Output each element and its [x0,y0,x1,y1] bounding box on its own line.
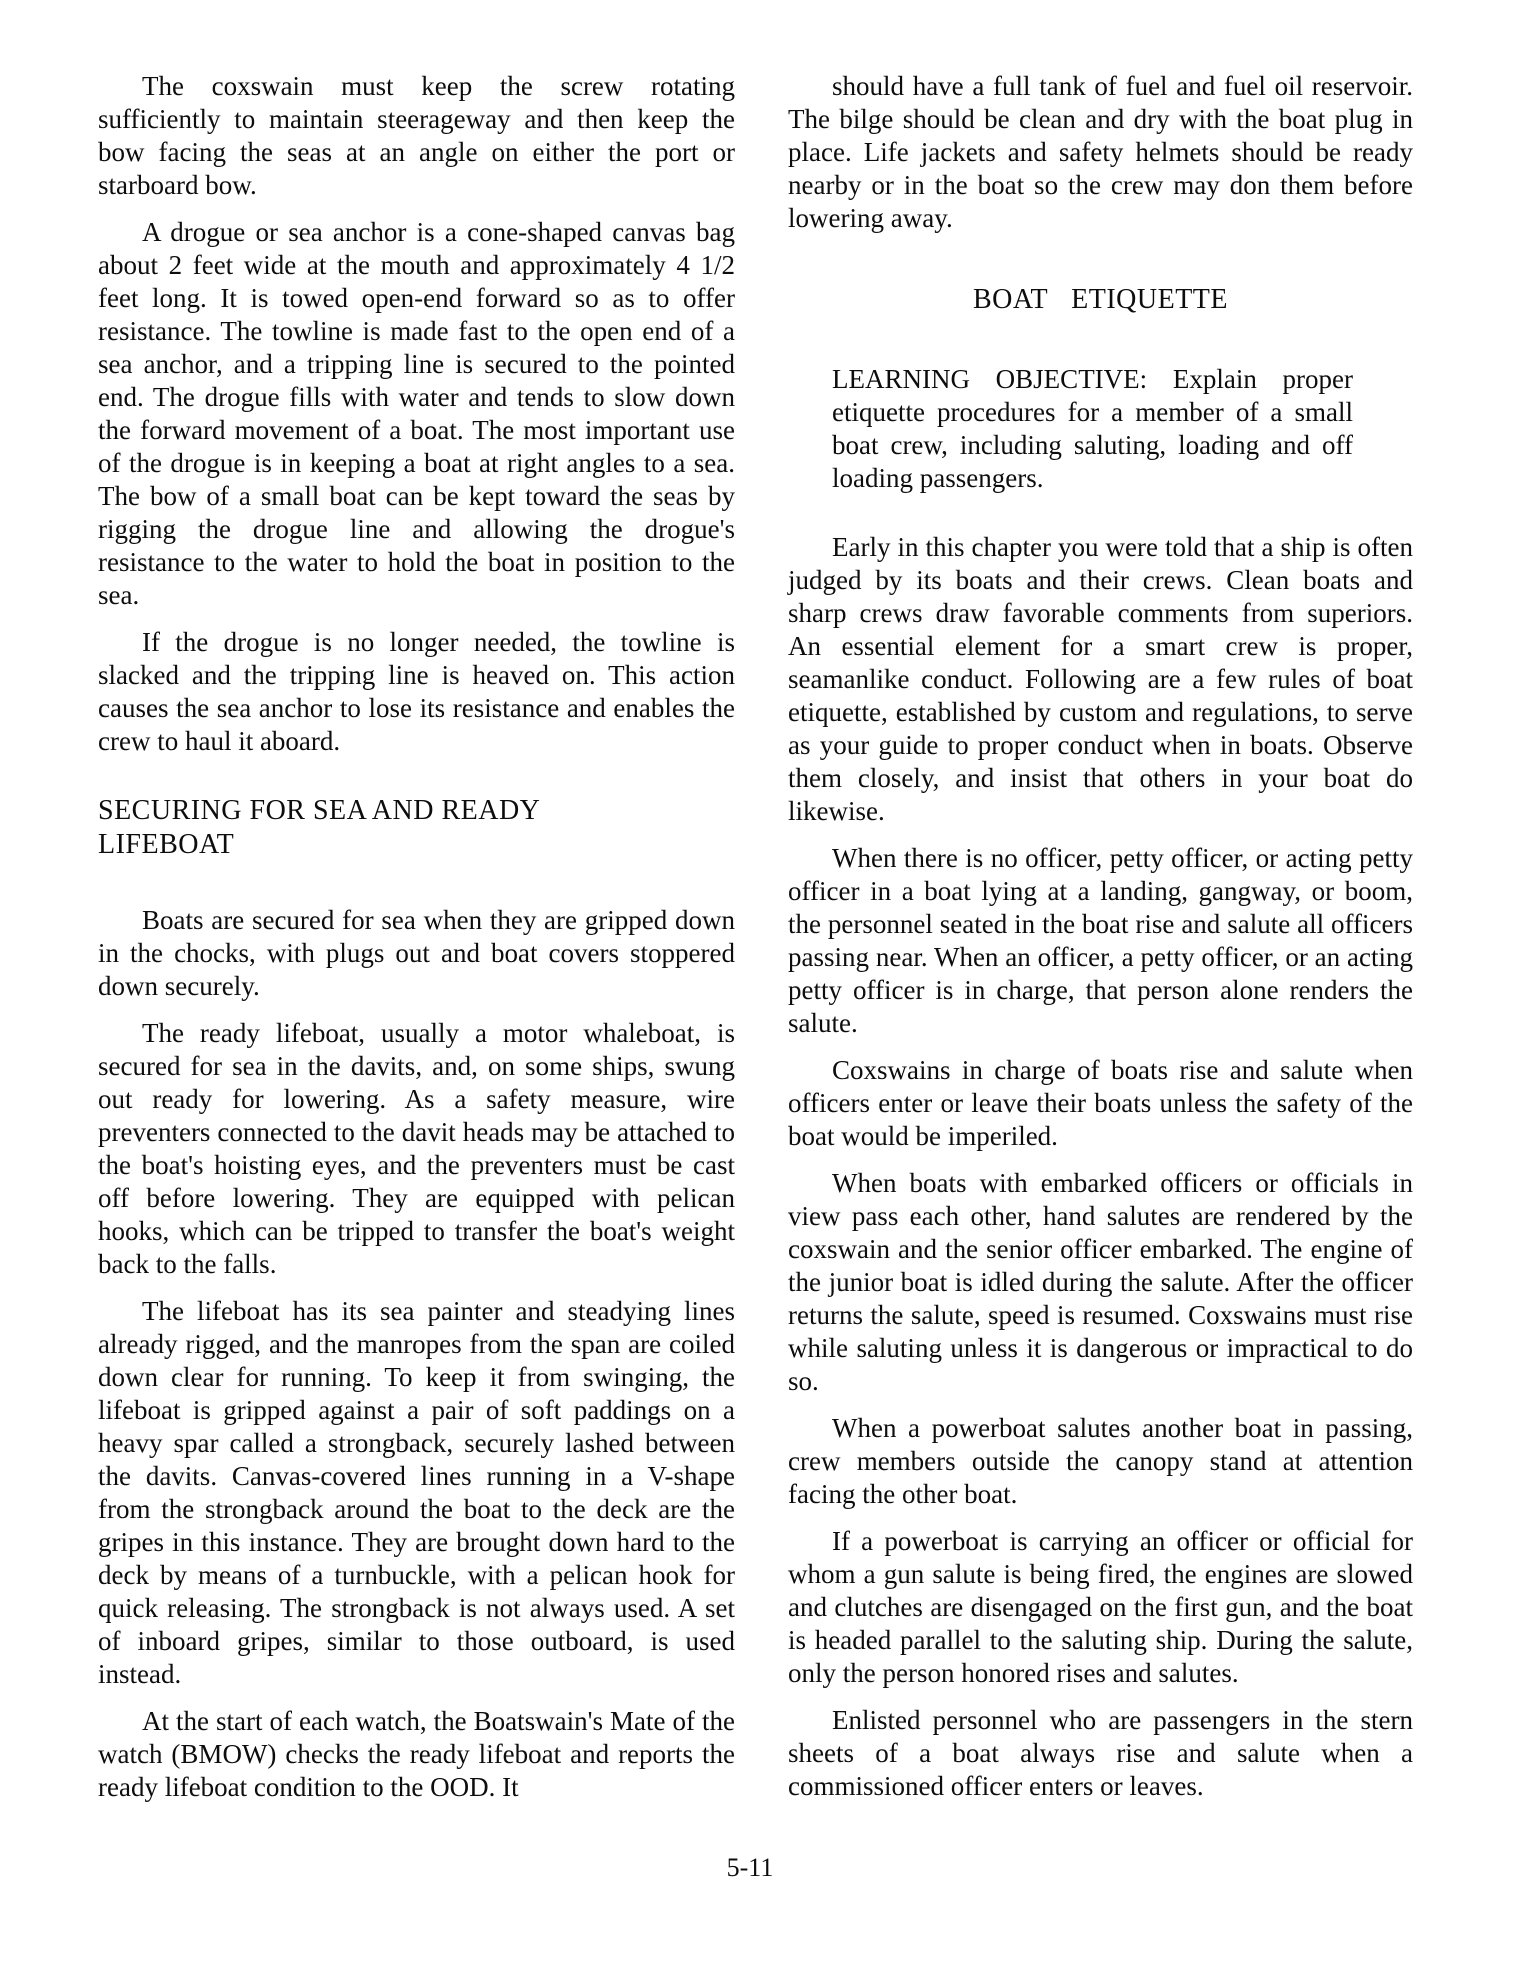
section-heading-securing-for-sea [98,794,735,862]
paragraph-ready-lifeboat: The ready lifeboat, usually a motor whaleboat, is secured for sea in the davits, and, on some ships, swung out ready for lowering. As a safety measure, wire preventers connected to the davit heads may be attached to the boat's hoisting eyes, and the preventers must be cast off before lowering. They are equipped with pelican hooks, which can be tripped to transfer the boat's weight back to the falls. [98,1018,735,1279]
paragraph-fuel-tank: should have a full tank of fuel and fuel oil reservoir. The bilge should be clean and dry with the boat plug in place. Life jackets and safety helmets should be ready nearby or in the boat so the crew may don them before lowering away. [788,71,1413,233]
page-number: 5-11 [726,1853,774,1882]
paragraph-lifeboat-rigging: The lifeboat has its sea painter and steadying lines already rigged, and the manropes from the span are coiled down clear for running. To keep it from swinging, the lifeboat is gripped against a pair of soft paddings on a heavy spar called a strongback, securely lashed between the davits. Canvas-covered lines running in a V-shape from the strongback around the boat to the deck are the gripes in this instance. They are brought down hard to the deck by means of a turnbuckle, with a pelican hook for quick releasing. The strongback is not always used. A set of inboard gripes, similar to those outboard, is used instead. [98,1296,735,1689]
paragraph-embarked-officers: When boats with embarked officers or officials in view pass each other, hand salutes are rendered by the coxswain and the senior officer embarked. The engine of the junior boat is idled during the salute. After the officer returns the salute, speed is resumed. Coxswains must rise while saluting unless it is dangerous or impractical to do so. [788,1168,1413,1396]
paragraph-early-chapter: Early in this chapter you were told that a ship is often judged by its boats and their crews. Clean boats and sharp crews draw favorable comments from superiors. An essential element for a smart crew is proper, seamanlike conduct. Following are a few rules of boat etiquette, established by custom and regulations, to serve as your guide to proper conduct when in boats. Observe them closely, and insist that others in your boat do likewise. [788,532,1413,826]
paragraph-no-officer: When there is no officer, petty officer, or acting petty officer in a boat lying at a landing, gangway, or boom, the personnel seated in the boat rise and salute all officers passing near. When an officer, a petty officer, or an acting petty officer is in charge, that person alone renders the salute. [788,843,1413,1038]
section-heading-line-2: LIFEBOAT [98,829,235,860]
paragraph-drogue-removal: If the drogue is no longer needed, the towline is slacked and the tripping line is heaved on. This action causes the sea anchor to lose its resistance and enables the crew to haul it aboard. [98,627,735,756]
paragraph-coxswain-screw: The coxswain must keep the screw rotating sufficiently to maintain steerageway and then keep the bow facing the seas at an angle on either the port or starboard bow. [98,71,735,200]
paragraph-coxswains-salute: Coxswains in charge of boats rise and salute when officers enter or leave their boats unless the safety of the boat would be imperiled. [788,1055,1413,1151]
paragraph-watch-check: At the start of each watch, the Boatswain's Mate of the watch (BMOW) checks the ready lifeboat and reports the ready lifeboat condition to the OOD. It [98,1706,735,1802]
paragraph-drogue-description: A drogue or sea anchor is a cone-shaped canvas bag about 2 feet wide at the mouth and approximately 4 1/2 feet long. It is towed open-end forward so as to offer resistance. The towline is made fast to the open end of a sea anchor, and a tripping line is secured to the pointed end. The drogue fills with water and tends to slow down the forward movement of a boat. The most important use of the drogue is in keeping a boat at right angles to a sea. The bow of a small boat can be kept toward the seas by rigging the drogue line and allowing the drogue's resistance to the water to hold the boat in position to the sea. [98,217,735,610]
paragraph-boats-secured: Boats are secured for sea when they are gripped down in the chocks, with plugs out and boat covers stoppered down securely. [98,905,735,1001]
paragraph-gun-salute: If a powerboat is carrying an officer or official for whom a gun salute is being fired, the engines are slowed and clutches are disengaged on the first gun, and the boat is headed parallel to the saluting ship. During the salute, only the person honored rises and salutes. [788,1526,1413,1688]
left-column [98,70,735,1818]
paragraph-enlisted-passengers: Enlisted personnel who are passengers in the stern sheets of a boat always rise and salute when a commissioned officer enters or leaves. [788,1705,1413,1801]
right-column [788,70,1413,1817]
section-heading-line-1: SECURING FOR SEA AND READY [98,795,541,826]
section-heading-boat-etiquette: BOAT ETIQUETTE [973,284,1228,315]
learning-objective-block: LEARNING OBJECTIVE: Explain proper etiquette procedures for a member of a small boat crew, including saluting, loading and off loading passengers. [832,364,1353,493]
paragraph-powerboat-salute: When a powerboat salutes another boat in passing, crew members outside the canopy stand at attention facing the other boat. [788,1413,1413,1509]
